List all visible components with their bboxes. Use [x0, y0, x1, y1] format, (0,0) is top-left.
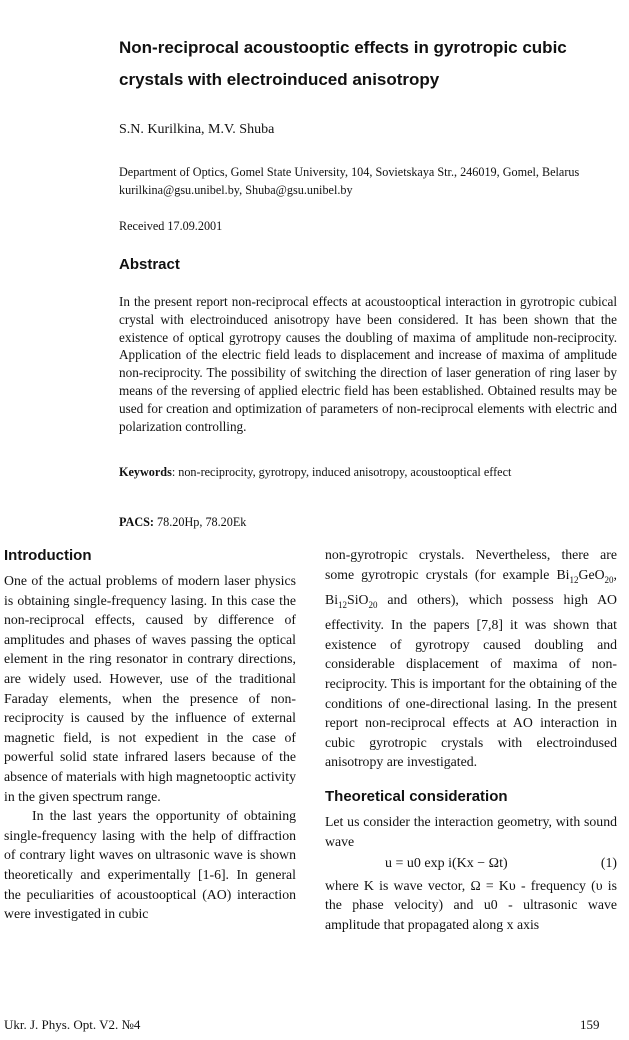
theory-paragraph-2: where K is wave vector, Ω = Kυ - frequency (υ is the phase velocity) and u0 - ultrasonic wave amplitude that propagated along x axis	[325, 877, 617, 932]
equation-number: (1)	[600, 855, 617, 871]
authors: S.N. Kurilkina, M.V. Shuba	[119, 122, 275, 137]
abstract-text: In the present report non-reciprocal effects at acoustooptical interaction in gyrotropic cubical crystal with electroinduced anisotropy have been considered. It has been shown that the existence of optical gyrotropy causes the doubling of maxima of amplitude non-reciprocity. Application of the electric field leads to displacement and increase of maxima of amplitude non-reciprocity. The possibility of switching the direction of laser generation of ring laser by means of the reversing of applied electric field has been established. Obtained results may be used for creation and optimization of parameters of non-reciprocal elements with electric and polarization controlling.	[119, 294, 617, 434]
equation-1	[325, 853, 617, 874]
introduction-heading: Introduction	[4, 547, 92, 564]
keywords-text: : non-reciprocity, gyrotropy, induced anisotropy, acoustooptical effect	[171, 465, 512, 479]
right-column	[325, 545, 617, 935]
intro-paragraph-2: In the last years the opportunity of obtaining single-frequency lasing with the help of diffraction of contrary light waves on ultrasonic wave is shown theoretically and experimentally [1-6]. In general the peculiarities of acoustooptical (AO) interaction were investigated in cubic	[4, 808, 296, 922]
affiliation: Department of Optics, Gomel State University, 104, Sovietskaya Str., 246019, Gomel, Belarus kurilkina@gsu.unibel.by, Shuba@gsu.unibel.by	[119, 165, 580, 197]
paper-title: Non-reciprocal acoustooptic effects in gyrotropic cubic crystals with electroinduced anisotropy	[119, 38, 567, 89]
abstract-heading: Abstract	[119, 256, 180, 273]
theory-paragraph-1: Let us consider the interaction geometry, with sound wave	[325, 814, 617, 849]
journal-footer: Ukr. J. Phys. Opt. V2. №4	[4, 1017, 141, 1032]
pacs	[119, 515, 246, 530]
right-paragraph-1: non-gyrotropic crystals. Nevertheless, there are some gyrotropic crystals (for example $Bi_{12}GeO_{20}$, $Bi_{12}SiO_{20}$ and others), which possess high AO effectivity. In the papers [7,8] it was shown that existence of gyrotropy caused doubling and considerable displacement of maxima of non-reciprocity. This is important for the obtaining of the conditions of one-directional lasing. In the present report non-reciprocal effects at AO interaction in cubic gyrotropic crystals with electroindused anisotropy are investigated.	[325, 547, 617, 770]
received-date: Received 17.09.2001	[119, 219, 223, 233]
pacs-codes: 78.20Hp, 78.20Ek	[153, 515, 247, 529]
page-number: 159	[580, 1017, 600, 1032]
pacs-label: PACS:	[119, 515, 154, 529]
keywords	[119, 465, 617, 480]
theory-heading: Theoretical consideration	[325, 788, 508, 806]
left-column	[4, 545, 296, 924]
intro-paragraph-1: One of the actual problems of modern laser physics is obtaining single-frequency lasing. In this case the non-reciprocal effects, caused by difference of amplitudes and phases of waves passing the optical element in the ring resonator in contrary directions, are widely used. However, use of the traditional Faraday elements, when the presence of non-reciprocity is caused by the influence of external magnetic field, is not expedient in the case of powerful solid state infrared lasers because of the absence of materials with high magnetooptic activity in the given spectrum range.	[4, 573, 296, 804]
equation-expression: u = u0 exp i(Kx − Ωt)	[385, 856, 508, 872]
keywords-label: Keywords	[119, 465, 172, 479]
